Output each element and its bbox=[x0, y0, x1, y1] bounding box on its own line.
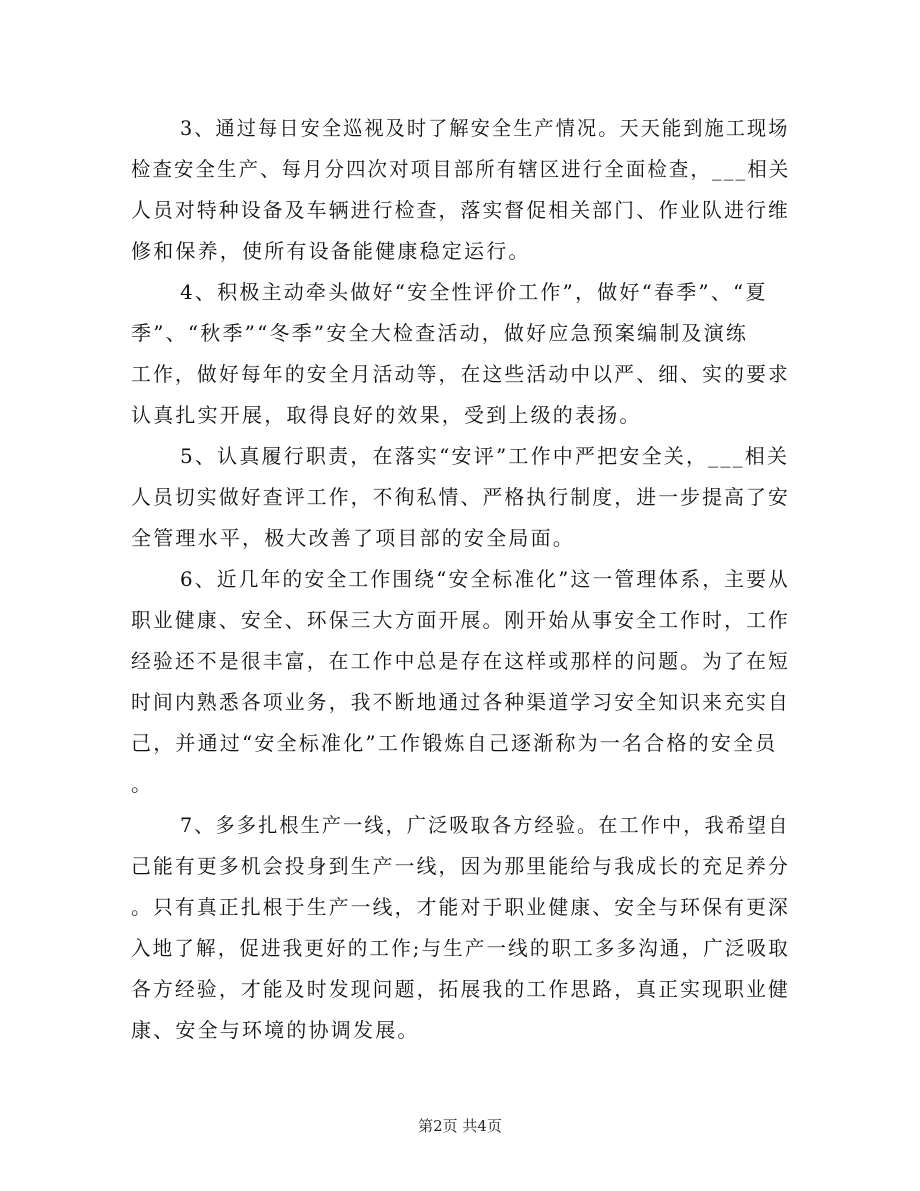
para3-line1: 3、通过每日安全巡视及时了解安全生产情况。天天能到施工现场 bbox=[180, 116, 790, 140]
para6-line5: 己，并通过“安全标准化”工作锻炼自己逐渐称为一名合格的安全员 bbox=[131, 731, 778, 755]
page-number-footer: 第2页 共4页 bbox=[418, 1117, 502, 1135]
para7-line3: 。只有真正扎根于生产一线，才能对于职业健康、安全与环保有更深 bbox=[131, 895, 791, 919]
para4-line3: 工作，做好每年的安全月活动等，在这些活动中以严、细、实的要求 bbox=[131, 362, 791, 386]
para5-line3: 全管理水平，极大改善了项目部的安全局面。 bbox=[131, 526, 575, 550]
para3-line3: 人员对特种设备及车辆进行检查，落实督促相关部门、作业队进行维 bbox=[131, 198, 791, 222]
para3-line2: 检查安全生产、每月分四次对项目部所有辖区进行全面检查，___相关 bbox=[131, 157, 791, 181]
para3-line4: 修和保养，使所有设备能健康稳定运行。 bbox=[131, 239, 531, 263]
para6-line4: 时间内熟悉各项业务，我不断地通过各种渠道学习安全知识来充实自 bbox=[131, 690, 791, 714]
para4-line1: 4、积极主动牵头做好“安全性评价工作”，做好“春季”、“夏 bbox=[180, 280, 768, 304]
para5-line2: 人员切实做好查评工作，不徇私情、严格执行制度，进一步提高了安 bbox=[131, 485, 791, 509]
para7-line1: 7、多多扎根生产一线，广泛吸取各方经验。在工作中，我希望自 bbox=[180, 813, 790, 837]
para7-line6: 康、安全与环境的协调发展。 bbox=[131, 1018, 420, 1042]
para4-line4: 认真扎实开展，取得良好的效果，受到上级的表扬。 bbox=[131, 403, 642, 427]
para7-line2: 己能有更多机会投身到生产一线，因为那里能给与我成长的充足养分 bbox=[131, 854, 791, 878]
para7-line5: 各方经验，才能及时发现问题，拓展我的工作思路，真正实现职业健 bbox=[131, 977, 791, 1001]
para4-line2: 季”、“秋季”“冬季”安全大检查活动，做好应急预案编制及演练 bbox=[131, 321, 749, 345]
para5-line1: 5、认真履行职责，在落实“安评”工作中严把安全关，___相关 bbox=[180, 444, 790, 468]
para6-line6: 。 bbox=[131, 772, 154, 796]
para6-line1: 6、近几年的安全工作围绕“安全标准化”这一管理体系，主要从 bbox=[180, 567, 791, 591]
para6-line2: 职业健康、安全、环保三大方面开展。刚开始从事安全工作时，工作 bbox=[131, 608, 791, 632]
para7-line4: 入地了解，促进我更好的工作;与生产一线的职工多多沟通，广泛吸取 bbox=[131, 936, 790, 960]
para6-line3: 经验还不是很丰富，在工作中总是存在这样或那样的问题。为了在短 bbox=[131, 649, 791, 673]
